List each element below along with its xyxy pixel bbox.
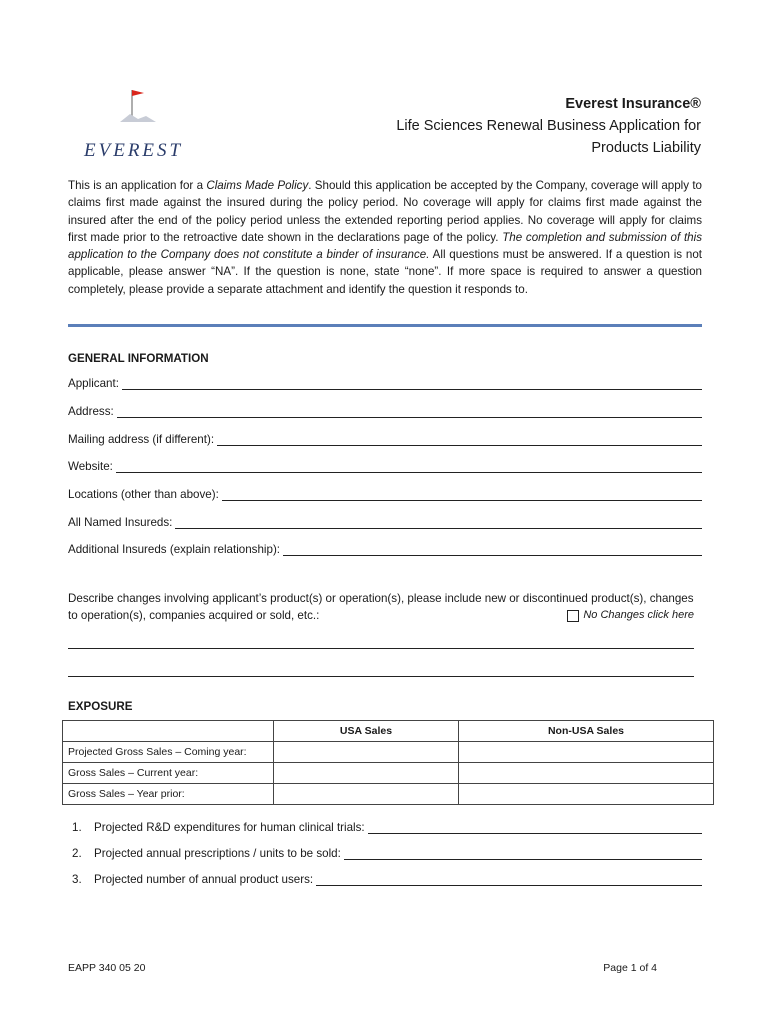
changes-text: Describe changes involving applicant’s product(s) or operation(s), please include new or discontinued product(s), changes to operation(s), companies acquired or sold, etc.: [68,592,694,623]
section-divider [68,324,702,327]
intro-paragraph [68,177,702,298]
non-usa-sales-cell[interactable] [458,742,713,763]
question-number: 3. [72,873,82,886]
named-insureds-input-line[interactable] [175,516,702,529]
locations-field[interactable] [68,488,702,501]
table-row [63,763,714,784]
exposure-heading: EXPOSURE [68,700,133,713]
changes-answer-line-1[interactable] [68,648,694,649]
question-2[interactable] [72,847,702,860]
named-insureds-label: All Named Insureds: [68,516,173,529]
named-insureds-field[interactable] [68,516,702,529]
table-row [63,784,714,805]
intro-italic-1: Claims Made Policy [206,179,309,192]
non-usa-sales-header: Non-USA Sales [458,721,713,742]
exposure-corner-cell [63,721,274,742]
question-number: 2. [72,847,82,860]
no-changes-label: No Changes click here [583,609,694,621]
question-3[interactable] [72,873,702,886]
usa-sales-header: USA Sales [274,721,459,742]
row-label: Gross Sales – Current year: [63,763,274,784]
row-label: Gross Sales – Year prior: [63,784,274,805]
address-input-line[interactable] [117,405,702,418]
non-usa-sales-cell[interactable] [458,763,713,784]
question-3-answer-line[interactable] [316,873,702,886]
changes-question [68,590,702,625]
question-text: Projected annual prescriptions / units to be sold: [94,847,341,860]
locations-label: Locations (other than above): [68,488,219,501]
exposure-table [62,720,714,805]
additional-insureds-field[interactable] [68,543,702,556]
question-number: 1. [72,821,82,834]
address-label: Address: [68,405,114,418]
additional-insureds-input-line[interactable] [283,543,702,556]
website-label: Website: [68,460,113,473]
logo-wordmark: EVEREST [84,140,184,161]
no-changes-option[interactable] [567,607,694,624]
question-1[interactable] [72,821,702,834]
applicant-label: Applicant: [68,377,119,390]
question-text: Projected number of annual product users: [94,873,314,886]
document-title-line2: Products Liability [591,140,701,156]
question-1-answer-line[interactable] [368,821,702,834]
locations-input-line[interactable] [222,488,702,501]
document-title-line1: Life Sciences Renewal Business Application for [396,118,701,134]
flag-mountain-logo-icon [118,86,158,126]
company-name: Everest Insurance® [565,96,701,112]
mailing-address-label: Mailing address (if different): [68,433,215,446]
question-2-answer-line[interactable] [344,847,702,860]
address-field[interactable] [68,405,702,418]
mailing-address-field[interactable] [68,433,702,446]
usa-sales-cell[interactable] [274,742,459,763]
changes-answer-line-2[interactable] [68,676,694,677]
website-field[interactable] [68,460,702,473]
applicant-input-line[interactable] [122,377,702,390]
general-information-heading: GENERAL INFORMATION [68,352,209,365]
additional-insureds-label: Additional Insureds (explain relationship): [68,543,281,556]
intro-text-3: All questions must be answered. If a question is not applicable, please answer “NA”. If the question is none, state “none”. If more space is required to answer a question completely, please provide a separate attachment and identify the question it responds to. [68,248,702,296]
form-id: EAPP 340 05 20 [68,962,146,974]
row-label: Projected Gross Sales – Coming year: [63,742,274,763]
no-changes-checkbox[interactable] [567,610,579,622]
usa-sales-cell[interactable] [274,784,459,805]
non-usa-sales-cell[interactable] [458,784,713,805]
document-header [396,93,701,159]
intro-text-2: . Should this application be accepted by the Company, coverage will apply to claims first made against the insured during the policy period. No coverage will apply for claims first made against the insured after the end of the policy period unless the extended reporting period applies. No coverage will apply for claims first made prior to the retroactive date shown in the declarations page of the policy. [68,179,703,244]
applicant-field[interactable] [68,377,702,390]
usa-sales-cell[interactable] [274,763,459,784]
question-text: Projected R&D expenditures for human clinical trials: [94,821,365,834]
page-number: Page 1 of 4 [603,962,657,974]
intro-italic-2: The completion and submission of this application to the Company does not constitute a binder of insurance. [68,230,702,262]
everest-logo [84,86,204,162]
table-row [63,742,714,763]
website-input-line[interactable] [116,460,702,473]
exposure-header-row [63,721,714,742]
mailing-address-input-line[interactable] [217,433,702,446]
intro-text-1: This is an application for a [68,179,207,192]
